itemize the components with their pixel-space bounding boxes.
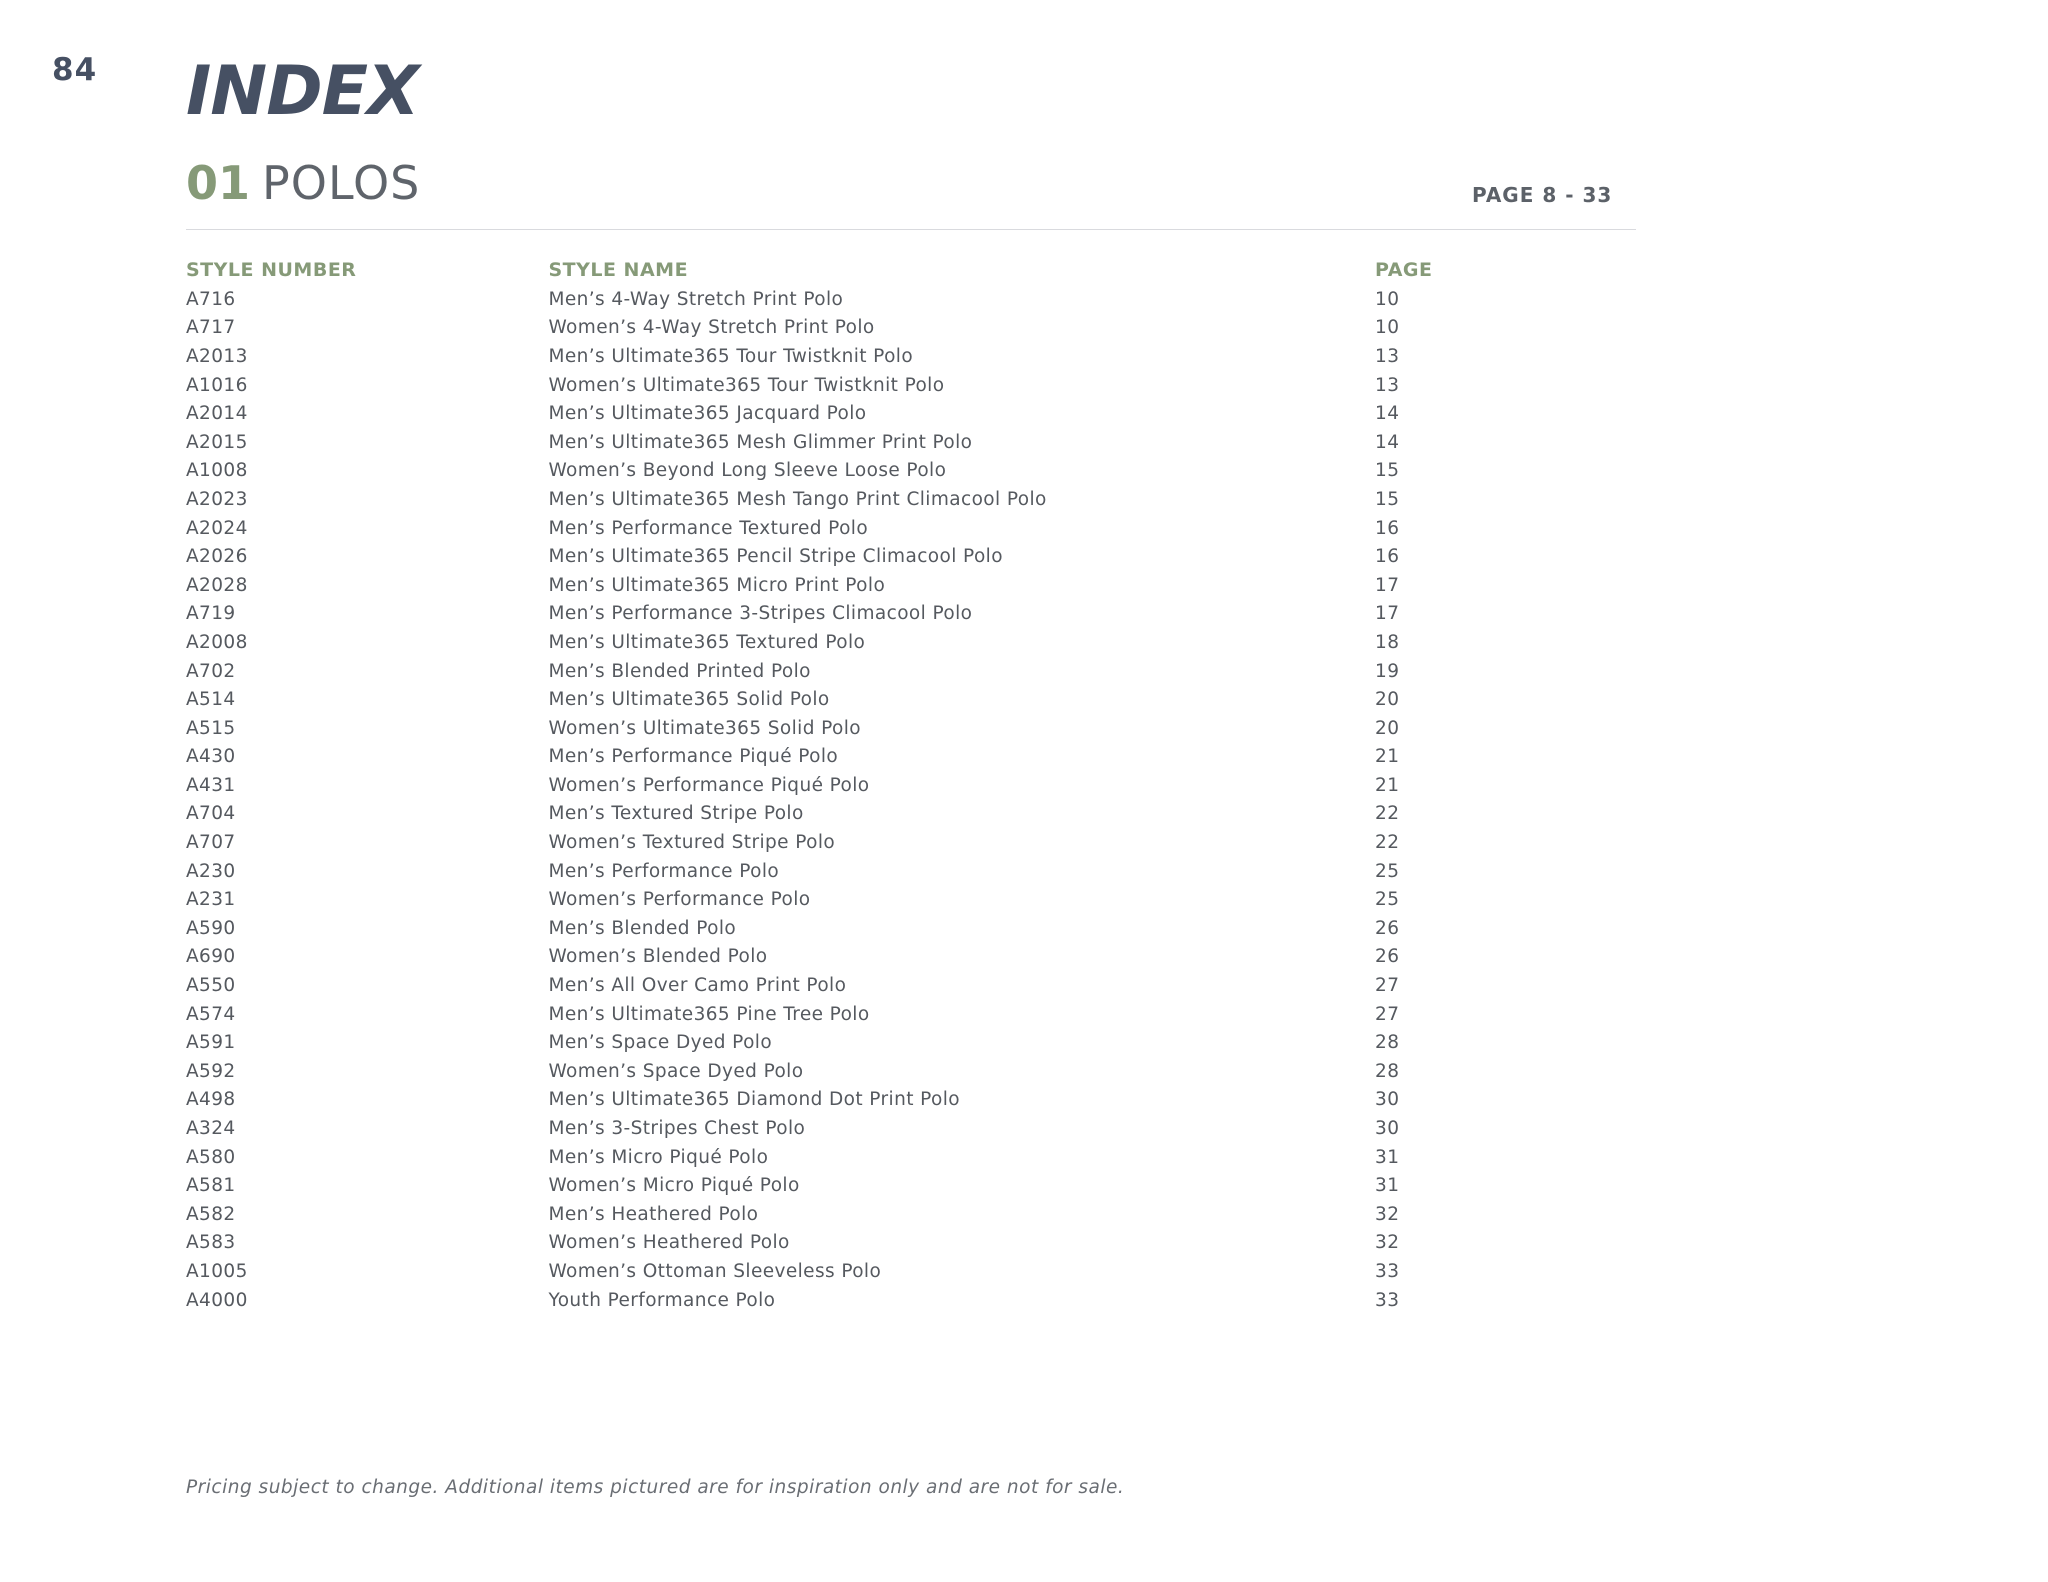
table-row	[186, 914, 1486, 943]
style-name-cell: Men’s Ultimate365 Jacquard Polo	[548, 403, 867, 425]
page-cell: 16	[1375, 546, 1400, 568]
section-page-range: PAGE 8 - 33	[1472, 183, 1613, 207]
style-name-cell: Women’s Blended Polo	[548, 946, 768, 968]
page-cell: 31	[1375, 1146, 1400, 1168]
header-style-name: STYLE NAME	[548, 259, 689, 281]
table-row	[186, 399, 1486, 428]
table-row	[186, 1229, 1486, 1258]
style-name-cell: Men’s All Over Camo Print Polo	[548, 975, 847, 997]
style-number-cell: A581	[186, 1175, 236, 1197]
style-number-cell: A515	[186, 717, 236, 739]
style-number-cell: A2026	[186, 546, 248, 568]
style-number-cell: A2028	[186, 574, 248, 596]
table-row	[186, 1057, 1486, 1086]
style-number-cell: A719	[186, 603, 236, 625]
page-cell: 20	[1375, 689, 1400, 711]
table-row	[186, 314, 1486, 343]
style-name-cell: Men’s Heathered Polo	[548, 1203, 759, 1225]
table-row	[186, 857, 1486, 886]
style-name-cell: Women’s Ottoman Sleeveless Polo	[548, 1260, 882, 1282]
page-cell: 20	[1375, 717, 1400, 739]
page-cell: 33	[1375, 1289, 1400, 1311]
style-name-cell: Women’s Heathered Polo	[548, 1232, 790, 1254]
page-cell: 25	[1375, 889, 1400, 911]
style-name-cell: Men’s Performance Textured Polo	[548, 517, 869, 539]
style-name-cell: Women’s Beyond Long Sleeve Loose Polo	[548, 460, 947, 482]
style-number-cell: A2015	[186, 431, 248, 453]
style-name-cell: Men’s Ultimate365 Pencil Stripe Climacool Polo	[548, 546, 1003, 568]
style-name-cell: Women’s Performance Piqué Polo	[548, 774, 870, 796]
table-row	[186, 800, 1486, 829]
table-row	[186, 457, 1486, 486]
page-cell: 18	[1375, 631, 1400, 653]
style-name-cell: Men’s Ultimate365 Mesh Glimmer Print Polo	[548, 431, 973, 453]
page-cell: 26	[1375, 917, 1400, 939]
style-name-cell: Men’s Blended Printed Polo	[548, 660, 811, 682]
page-cell: 16	[1375, 517, 1400, 539]
table-row	[186, 1171, 1486, 1200]
table-row	[186, 514, 1486, 543]
table-row	[186, 771, 1486, 800]
style-name-cell: Women’s Micro Piqué Polo	[548, 1175, 800, 1197]
style-number-cell: A574	[186, 1003, 236, 1025]
table-row	[186, 600, 1486, 629]
style-number-cell: A1008	[186, 460, 248, 482]
table-row	[186, 428, 1486, 457]
page-cell: 21	[1375, 746, 1400, 768]
style-name-cell: Men’s Ultimate365 Pine Tree Polo	[548, 1003, 870, 1025]
style-number-cell: A230	[186, 860, 236, 882]
table-row	[186, 485, 1486, 514]
page-title: INDEX	[186, 52, 419, 131]
style-name-cell: Men’s Blended Polo	[548, 917, 737, 939]
page-cell: 27	[1375, 1003, 1400, 1025]
page-cell: 21	[1375, 774, 1400, 796]
table-row	[186, 1086, 1486, 1115]
style-number-cell: A702	[186, 660, 236, 682]
page-cell: 15	[1375, 488, 1400, 510]
style-name-cell: Men’s Ultimate365 Micro Print Polo	[548, 574, 886, 596]
style-name-cell: Youth Performance Polo	[548, 1289, 776, 1311]
style-number-cell: A704	[186, 803, 236, 825]
table-row	[186, 685, 1486, 714]
table-row	[186, 657, 1486, 686]
style-name-cell: Men’s Ultimate365 Diamond Dot Print Polo	[548, 1089, 960, 1111]
table-row	[186, 1143, 1486, 1172]
style-name-cell: Men’s Performance Polo	[548, 860, 780, 882]
style-name-cell: Women’s Performance Polo	[548, 889, 811, 911]
table-row	[186, 971, 1486, 1000]
table-row	[186, 743, 1486, 772]
page-cell: 30	[1375, 1089, 1400, 1111]
style-number-cell: A2024	[186, 517, 248, 539]
style-number-cell: A690	[186, 946, 236, 968]
style-name-cell: Women’s 4-Way Stretch Print Polo	[548, 317, 875, 339]
page-cell: 26	[1375, 946, 1400, 968]
style-number-cell: A431	[186, 774, 236, 796]
page-cell: 28	[1375, 1060, 1400, 1082]
table-header	[186, 255, 1486, 285]
style-number-cell: A231	[186, 889, 236, 911]
page-cell: 32	[1375, 1232, 1400, 1254]
header-style-number: STYLE NUMBER	[186, 259, 357, 281]
table-row	[186, 1028, 1486, 1057]
table-row	[186, 1114, 1486, 1143]
section-name: POLOS	[262, 156, 421, 210]
table-row	[186, 1200, 1486, 1229]
page-cell: 33	[1375, 1260, 1400, 1282]
style-number-cell: A1005	[186, 1260, 248, 1282]
page-number: 84	[52, 52, 98, 88]
style-number-cell: A591	[186, 1032, 236, 1054]
style-name-cell: Women’s Space Dyed Polo	[548, 1060, 804, 1082]
table-row	[186, 285, 1486, 314]
page-cell: 13	[1375, 345, 1400, 367]
page-cell: 15	[1375, 460, 1400, 482]
style-number-cell: A716	[186, 288, 236, 310]
table-body	[186, 285, 1486, 1314]
style-number-cell: A2013	[186, 345, 248, 367]
style-name-cell: Men’s Performance 3-Stripes Climacool Polo	[548, 603, 973, 625]
table-row	[186, 628, 1486, 657]
style-number-cell: A582	[186, 1203, 236, 1225]
table-row	[186, 571, 1486, 600]
page-cell: 22	[1375, 803, 1400, 825]
style-number-cell: A550	[186, 975, 236, 997]
style-name-cell: Men’s 3-Stripes Chest Polo	[548, 1118, 806, 1140]
style-number-cell: A430	[186, 746, 236, 768]
style-number-cell: A717	[186, 317, 236, 339]
style-name-cell: Women’s Ultimate365 Tour Twistknit Polo	[548, 374, 945, 396]
header-page: PAGE	[1375, 259, 1433, 281]
page-cell: 28	[1375, 1032, 1400, 1054]
footnote: Pricing subject to change. Additional items pictured are for inspiration only and are not for sale.	[186, 1477, 1125, 1498]
table-row	[186, 371, 1486, 400]
style-name-cell: Women’s Textured Stripe Polo	[548, 832, 836, 854]
page-cell: 25	[1375, 860, 1400, 882]
style-number-cell: A324	[186, 1118, 236, 1140]
section-divider	[186, 229, 1636, 230]
table-row	[186, 828, 1486, 857]
page-cell: 31	[1375, 1175, 1400, 1197]
style-name-cell: Men’s Ultimate365 Tour Twistknit Polo	[548, 345, 914, 367]
table-row	[186, 885, 1486, 914]
page-cell: 19	[1375, 660, 1400, 682]
style-number-cell: A514	[186, 689, 236, 711]
style-number-cell: A592	[186, 1060, 236, 1082]
page-cell: 13	[1375, 374, 1400, 396]
style-number-cell: A2014	[186, 403, 248, 425]
page-cell: 22	[1375, 832, 1400, 854]
style-name-cell: Men’s Space Dyed Polo	[548, 1032, 773, 1054]
style-name-cell: Men’s Micro Piqué Polo	[548, 1146, 769, 1168]
index-table	[186, 255, 1486, 1314]
style-name-cell: Men’s Performance Piqué Polo	[548, 746, 839, 768]
style-name-cell: Men’s Ultimate365 Mesh Tango Print Climacool Polo	[548, 488, 1047, 510]
section-heading	[186, 156, 421, 210]
section-number: 01	[186, 156, 251, 210]
page-cell: 10	[1375, 317, 1400, 339]
style-number-cell: A580	[186, 1146, 236, 1168]
page-cell: 17	[1375, 603, 1400, 625]
table-row	[186, 542, 1486, 571]
style-name-cell: Men’s 4-Way Stretch Print Polo	[548, 288, 844, 310]
page-cell: 32	[1375, 1203, 1400, 1225]
style-name-cell: Men’s Ultimate365 Solid Polo	[548, 689, 830, 711]
style-number-cell: A2023	[186, 488, 248, 510]
style-number-cell: A1016	[186, 374, 248, 396]
style-number-cell: A4000	[186, 1289, 248, 1311]
table-row	[186, 1286, 1486, 1315]
page-cell: 14	[1375, 431, 1400, 453]
table-row	[186, 714, 1486, 743]
style-number-cell: A583	[186, 1232, 236, 1254]
table-row	[186, 1000, 1486, 1029]
page-cell: 30	[1375, 1118, 1400, 1140]
page-cell: 14	[1375, 403, 1400, 425]
style-name-cell: Men’s Ultimate365 Textured Polo	[548, 631, 866, 653]
page-cell: 27	[1375, 975, 1400, 997]
style-number-cell: A498	[186, 1089, 236, 1111]
table-row	[186, 943, 1486, 972]
style-number-cell: A2008	[186, 631, 248, 653]
style-name-cell: Men’s Textured Stripe Polo	[548, 803, 804, 825]
table-row	[186, 342, 1486, 371]
table-row	[186, 1257, 1486, 1286]
style-name-cell: Women’s Ultimate365 Solid Polo	[548, 717, 862, 739]
page-cell: 17	[1375, 574, 1400, 596]
style-number-cell: A707	[186, 832, 236, 854]
style-number-cell: A590	[186, 917, 236, 939]
page-cell: 10	[1375, 288, 1400, 310]
